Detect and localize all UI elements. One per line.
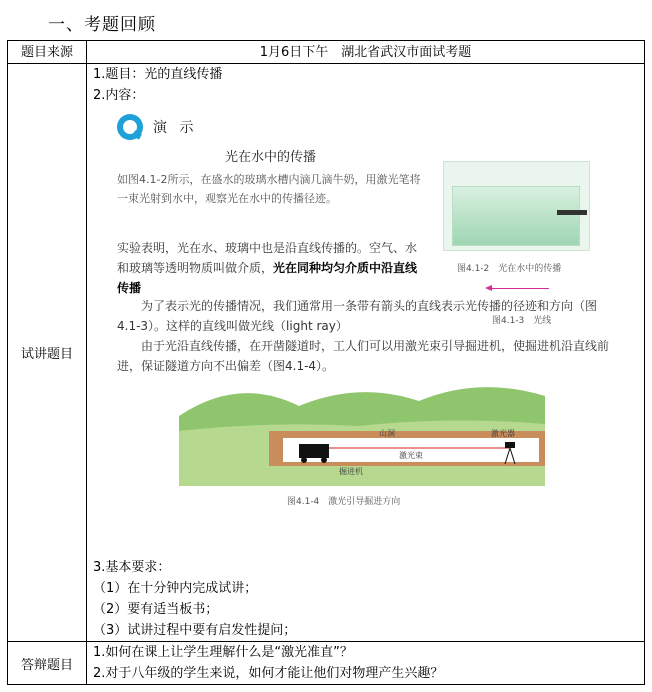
requirement-item: （3）试讲过程中要有启发性提问；: [93, 623, 297, 638]
para-light-ray-a: 为了表示光的传播情况，我们通常用一条带有箭头的直线表示光传播的径迹和方向（图4.1-3）。这样的直线叫做光线（light ray）: [117, 299, 598, 333]
tunnel-label-beam: 激光束: [399, 451, 423, 460]
demo-icon: [117, 114, 143, 140]
section-heading: 一、考题回顾: [48, 15, 156, 35]
para-conclusion-text: 实验表明，光在水、玻璃中也是沿直线传播的。空气、水和玻璃等透明物质叫做介质，: [117, 241, 418, 275]
caption-tank: 图4.1-2 光在水中的传播: [457, 264, 562, 274]
lecture-label: 试讲题目: [8, 64, 87, 642]
tank-water: [452, 186, 580, 246]
para-conclusion-bold: 光在同种均匀介质中沿直线传播: [117, 261, 418, 295]
defense-label: 答辩题目: [8, 642, 87, 685]
caption-ray: 图4.1-3 光线: [492, 316, 552, 326]
para-light-ray-b: 由于光沿直线传播，在开凿隧道时，工人们可以用激光束引导掘进机，使掘进机沿直线前进，保证隧道方向不出偏差（图4.1-4）。: [117, 339, 610, 373]
defense-row: [8, 642, 645, 685]
source-value: 1月6日下午 湖北省武汉市面试考题: [87, 41, 645, 64]
topic-line: 1.题目：光的直线传播: [93, 67, 223, 82]
defense-question: 1.如何在课上让学生理解什么是“激光准直”？: [93, 645, 353, 660]
laser-pen: [557, 210, 587, 215]
demo-header: [117, 114, 197, 140]
requirements-heading: 3.基本要求：: [93, 560, 171, 575]
para-experiment: 如图4.1-2所示，在盛水的玻璃水槽内滴几滴牛奶，用激光笔将一束光射到水中，观察光在水中的传播径迹。: [117, 173, 421, 205]
requirement-item: （2）要有适当板书；: [93, 602, 219, 617]
requirement-item: （1）在十分钟内完成试讲；: [93, 581, 258, 596]
tunnel-illustration: [179, 376, 545, 486]
lecture-row: [8, 64, 645, 642]
demo-label: 演 示: [153, 120, 198, 136]
defense-content: [87, 642, 645, 685]
content-line: 2.内容：: [93, 88, 145, 103]
tunnel-label-cave: 山洞: [379, 429, 395, 438]
source-label: 题目来源: [8, 41, 87, 64]
caption-tunnel: 图4.1-4 激光引导掘进方向: [287, 497, 401, 507]
tunnel-label-machine: 掘进机: [339, 467, 363, 476]
lecture-content: [87, 64, 645, 642]
header-row: [8, 41, 645, 64]
water-tank-image: [443, 161, 590, 251]
exam-table: [7, 40, 645, 685]
textbook-figure: [87, 106, 644, 557]
defense-question: 2.对于八年级的学生来说，如何才能让他们对物理产生兴趣？: [93, 666, 444, 681]
para-conclusion: [117, 238, 427, 298]
light-ray-arrow: [491, 288, 549, 289]
para-light-ray: [117, 296, 617, 376]
tunnel-label-laser-device: 激光器: [491, 429, 515, 438]
demo-title: 光在水中的传播: [225, 150, 317, 165]
